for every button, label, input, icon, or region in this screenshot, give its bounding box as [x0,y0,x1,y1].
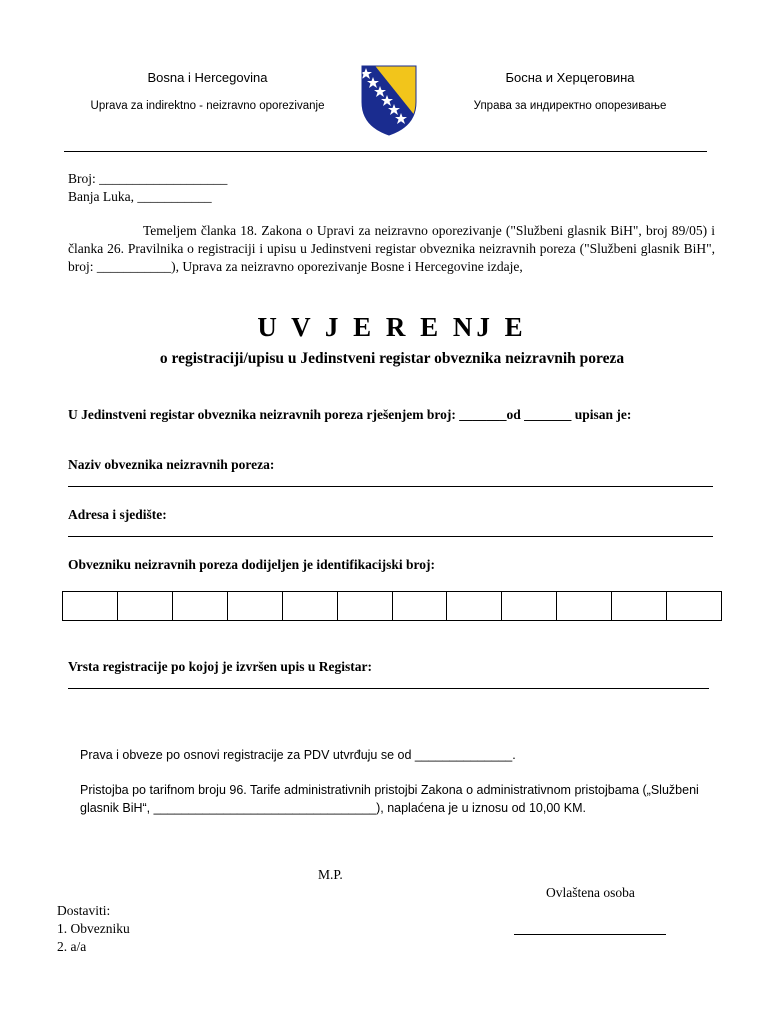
signature-line[interactable] [514,934,666,935]
naziv-field-line[interactable] [68,486,713,487]
id-cell[interactable] [447,592,502,620]
dostaviti-item-1: 1. Obvezniku [57,921,130,936]
vrsta-field-line[interactable] [68,688,709,689]
header-right-subtitle: Управа за индиректно опорезивање [473,100,667,112]
id-cell[interactable] [612,592,667,620]
id-cell[interactable] [228,592,283,620]
id-label: Obvezniku neizravnih poreza dodijeljen je identifikacijski broj: [68,557,436,572]
header-left [60,70,355,112]
id-cell[interactable] [667,592,721,620]
header-left-subtitle: Uprava za indirektno - neizravno oporezivanje [90,100,325,112]
authorized-person-label: Ovlaštena osoba [546,885,635,900]
header-divider [64,151,707,152]
vrsta-label: Vrsta registracije po kojoj je izvršen upis u Registar: [68,659,372,674]
document-title: U V J E R E NJ E [257,312,527,342]
id-cell[interactable] [502,592,557,620]
dostaviti-label: Dostaviti: [57,903,111,918]
naziv-label: Naziv obveznika neizravnih poreza: [68,457,275,472]
id-number-grid[interactable] [62,591,722,621]
id-cell[interactable] [338,592,393,620]
header-right-title: Босна и Херцеговина [505,70,635,85]
adresa-field-line[interactable] [68,536,713,537]
pdv-note: Prava i obveze po osnovi registracije za PDV utvrđuju se od ______________. [80,748,516,762]
intro-paragraph: Temeljem članka 18. Zakona o Upravi za neizravno oporezivanje ("Službeni glasnik BiH", broj 89/05) i članka 26. Pravilnika o registraciji i upisu u Jedinstveni registar obveznika neizravnih poreza ("Službeni glasnik BiH", broj: ___________), Uprava za neizravno oporezivanje Bosne i Hercegovine izdaje, [68,223,715,274]
header-right [425,70,715,112]
id-cell[interactable] [283,592,338,620]
id-cell[interactable] [557,592,612,620]
registar-line: U Jedinstveni registar obveznika neizravnih poreza rješenjem broj: _______od _______ upisan je: [68,407,632,422]
pristojba-note: Pristojba po tarifnom broju 96. Tarife administrativnih pristojbi Zakona o administrativnom pristojbama („Službeni glasnik BiH“, ________________________________), naplaćena je u iznosu od 10,00 KM. [80,783,699,815]
document-subtitle: o registraciji/upisu u Jedinstveni registar obveznika neizravnih poreza [159,350,625,367]
header-left-title: Bosna i Hercegovina [147,70,268,85]
id-cell[interactable] [393,592,448,620]
adresa-label: Adresa i sjedište: [68,507,167,522]
id-cell[interactable] [63,592,118,620]
mp-stamp-label: M.P. [318,867,343,882]
dostaviti-item-2: 2. a/a [57,939,87,954]
id-cell[interactable] [173,592,228,620]
place-line: Banja Luka, ___________ [68,189,212,204]
coat-of-arms-icon [358,62,420,138]
broj-line: Broj: ___________________ [68,171,228,186]
id-cell[interactable] [118,592,173,620]
